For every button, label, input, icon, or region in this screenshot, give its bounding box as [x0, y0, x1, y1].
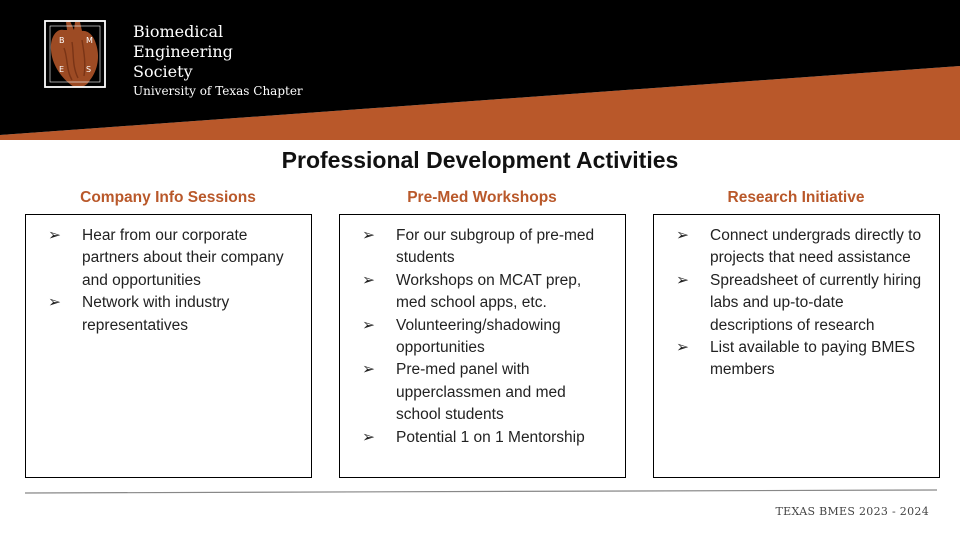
column-heading-pre-med: Pre-Med Workshops	[407, 189, 557, 206]
org-name-line1: Biomedical	[133, 22, 224, 41]
list-item	[676, 225, 927, 270]
column-heading-research: Research Initiative	[727, 189, 865, 206]
list-item-text: Volunteering/shadowing opportunities	[396, 316, 561, 357]
org-name-line2: Engineering	[133, 42, 233, 61]
list-item-text: Spreadsheet of currently hiring labs and up-to-date descriptions of research	[710, 271, 922, 334]
research-box	[653, 214, 940, 478]
arrowhead-bullet-icon: ➢	[362, 361, 375, 379]
logo-letter-m: M	[86, 36, 93, 45]
list-item	[362, 359, 613, 426]
arrowhead-bullet-icon: ➢	[676, 271, 689, 289]
arrowhead-bullet-icon: ➢	[362, 271, 375, 289]
list-item	[676, 270, 927, 337]
list-item-text: For our subgroup of pre-med students	[396, 227, 595, 267]
arrowhead-bullet-icon: ➢	[676, 227, 689, 244]
list-item-text: Hear from our corporate partners about their company and opportunities	[82, 227, 284, 289]
arrowhead-bullet-icon: ➢	[362, 316, 375, 334]
list-item-text: List available to paying BMES members	[710, 339, 916, 379]
arrowhead-bullet-icon: ➢	[48, 227, 61, 244]
footer-text: TEXAS BMES 2023 - 2024	[775, 505, 929, 518]
heart-logo-icon	[42, 18, 108, 90]
pre-med-list	[340, 215, 625, 449]
arrowhead-bullet-icon: ➢	[362, 428, 375, 446]
list-item-text: Workshops on MCAT prep, med school apps, etc.	[396, 271, 582, 312]
list-item-text: Connect undergrads directly to projects that need assistance	[710, 227, 922, 267]
arrowhead-bullet-icon: ➢	[48, 294, 61, 312]
org-subtitle: University of Texas Chapter	[133, 84, 303, 98]
list-item-text: Network with industry representatives	[82, 294, 230, 334]
list-item	[362, 225, 613, 270]
footer-divider	[25, 489, 937, 495]
list-item	[48, 225, 299, 292]
company-info-box	[25, 214, 312, 478]
research-list	[654, 215, 939, 382]
arrowhead-bullet-icon: ➢	[362, 227, 375, 244]
column-heading-company-info: Company Info Sessions	[80, 189, 256, 206]
list-item-text: Pre-med panel with upperclassmen and med school students	[396, 361, 566, 424]
bmes-logo	[42, 18, 108, 90]
header-banner	[0, 0, 960, 140]
pre-med-box	[339, 214, 626, 478]
org-name	[133, 22, 303, 99]
list-item	[362, 427, 613, 449]
logo-letter-s: S	[86, 65, 92, 74]
company-info-list	[26, 215, 311, 337]
list-item	[362, 270, 613, 315]
logo-letter-e: E	[59, 65, 65, 74]
page-title: Professional Development Activities	[281, 147, 679, 173]
logo-letter-b: B	[59, 36, 65, 45]
org-name-line3: Society	[133, 62, 193, 81]
list-item	[48, 292, 299, 337]
list-item	[676, 337, 927, 382]
list-item-text: Potential 1 on 1 Mentorship	[396, 428, 585, 446]
arrowhead-bullet-icon: ➢	[676, 339, 689, 357]
list-item	[362, 315, 613, 360]
